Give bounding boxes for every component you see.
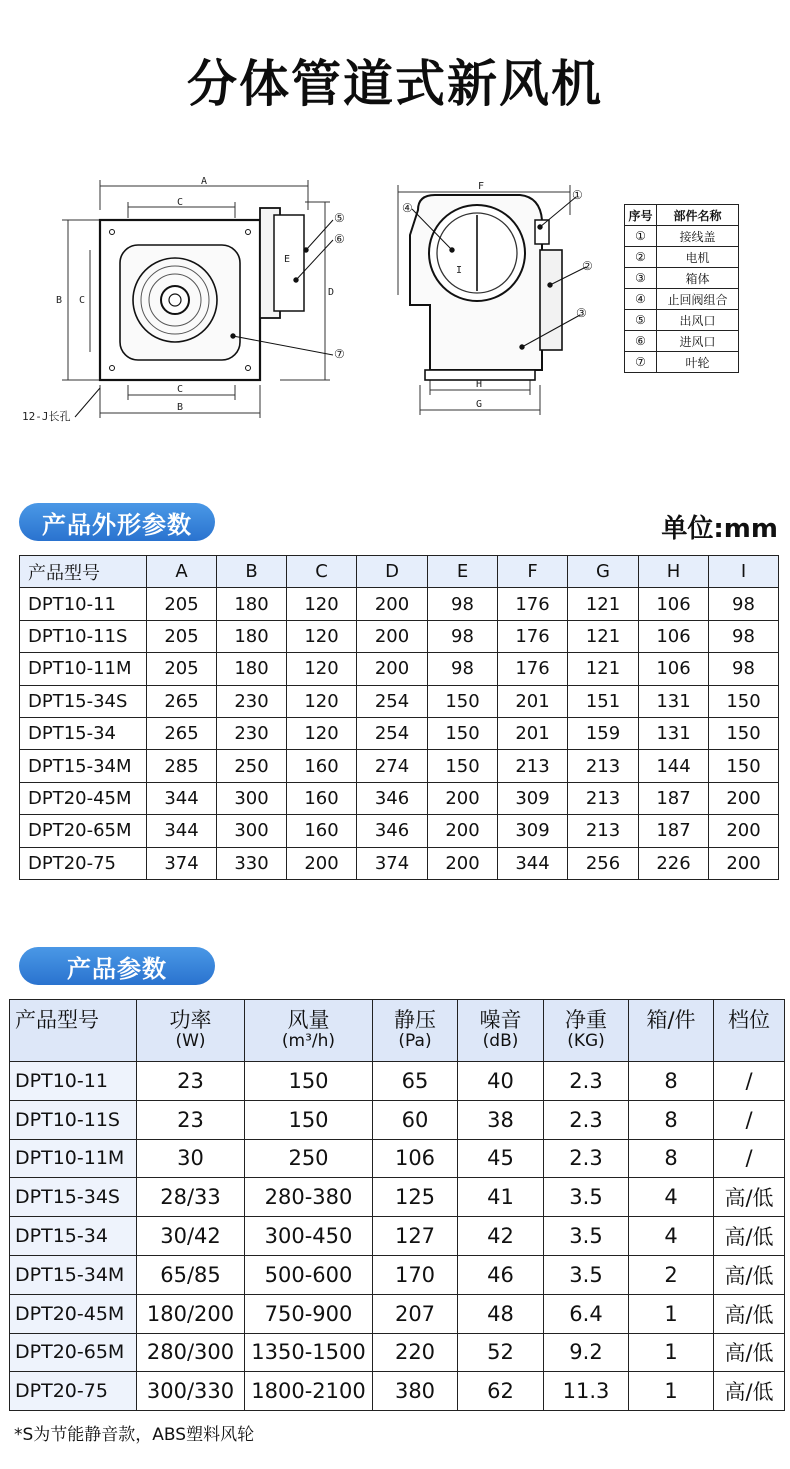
dim-label-h: H bbox=[476, 379, 483, 390]
dim-cell: 213 bbox=[568, 815, 639, 847]
dim-cell: 330 bbox=[217, 847, 287, 879]
spec-cell: 380 bbox=[373, 1372, 458, 1411]
dim-cell: 98 bbox=[709, 588, 779, 620]
spec-cell: 3.5 bbox=[544, 1255, 629, 1294]
spec-cell: 65/85 bbox=[137, 1255, 245, 1294]
hole-note: 12-J长孔 bbox=[22, 410, 71, 423]
dim-label-c-left: C bbox=[79, 295, 86, 306]
dim-cell: 120 bbox=[287, 620, 357, 652]
dim-cell: 121 bbox=[568, 588, 639, 620]
dim-label-a: A bbox=[201, 176, 208, 187]
dim-cell: 309 bbox=[498, 815, 568, 847]
model-cell: DPT15-34 bbox=[10, 1217, 137, 1256]
dim-cell: 120 bbox=[287, 588, 357, 620]
model-cell: DPT20-75 bbox=[10, 1372, 137, 1411]
spec-header-unit: (KG) bbox=[567, 1031, 605, 1052]
parts-name: 止回阀组合 bbox=[657, 289, 739, 310]
parts-row bbox=[625, 289, 739, 310]
spec-header-label: 产品型号 bbox=[15, 1008, 99, 1032]
parts-row bbox=[625, 331, 739, 352]
spec-header-unit: (m³/h) bbox=[281, 1031, 336, 1052]
dim-cell: 98 bbox=[428, 620, 498, 652]
dim-cell: 159 bbox=[568, 717, 639, 749]
spec-header-label: 净重 bbox=[565, 1008, 607, 1032]
dim-cell: 201 bbox=[498, 685, 568, 717]
parts-no: ② bbox=[625, 247, 657, 268]
dim-cell: 150 bbox=[709, 685, 779, 717]
dim-cell: 201 bbox=[498, 717, 568, 749]
spec-cell: 1 bbox=[629, 1372, 714, 1411]
spec-cell: 46 bbox=[458, 1255, 544, 1294]
table-row bbox=[10, 1178, 785, 1217]
dim-header-g: G bbox=[568, 556, 639, 588]
callout-2: ② bbox=[582, 259, 593, 273]
table-row bbox=[20, 620, 779, 652]
spec-header-label: 档位 bbox=[728, 1008, 770, 1032]
spec-header bbox=[245, 1000, 373, 1062]
dim-cell: 150 bbox=[428, 685, 498, 717]
callout-3: ③ bbox=[576, 306, 587, 320]
parts-row bbox=[625, 352, 739, 373]
spec-cell: 8 bbox=[629, 1062, 714, 1101]
dim-cell: 274 bbox=[357, 750, 428, 782]
parts-name: 电机 bbox=[657, 247, 739, 268]
spec-cell: 4 bbox=[629, 1217, 714, 1256]
dim-cell: 265 bbox=[147, 685, 217, 717]
spec-cell: 750-900 bbox=[245, 1294, 373, 1333]
parts-no: ⑤ bbox=[625, 310, 657, 331]
parts-name: 叶轮 bbox=[657, 352, 739, 373]
dim-cell: 160 bbox=[287, 815, 357, 847]
model-cell: DPT20-45M bbox=[10, 1294, 137, 1333]
spec-cell: 300-450 bbox=[245, 1217, 373, 1256]
spec-cell: / bbox=[714, 1139, 785, 1178]
spec-cell: 11.3 bbox=[544, 1372, 629, 1411]
dim-cell: 300 bbox=[217, 815, 287, 847]
dim-cell: 254 bbox=[357, 685, 428, 717]
spec-cell: 9.2 bbox=[544, 1333, 629, 1372]
spec-cell: 150 bbox=[245, 1100, 373, 1139]
dim-cell: 344 bbox=[147, 815, 217, 847]
dim-cell: 200 bbox=[428, 782, 498, 814]
dim-header-e: E bbox=[428, 556, 498, 588]
dim-header-model: 产品型号 bbox=[20, 556, 147, 588]
model-cell: DPT10-11S bbox=[10, 1100, 137, 1139]
dim-cell: 187 bbox=[639, 815, 709, 847]
dim-cell: 226 bbox=[639, 847, 709, 879]
spec-cell: 62 bbox=[458, 1372, 544, 1411]
spec-header-unit: (W) bbox=[175, 1031, 206, 1052]
callout-6: ⑥ bbox=[334, 232, 345, 246]
spec-cell: 高/低 bbox=[714, 1217, 785, 1256]
dim-cell: 374 bbox=[147, 847, 217, 879]
spec-cell: 30/42 bbox=[137, 1217, 245, 1256]
dim-cell: 344 bbox=[147, 782, 217, 814]
dim-cell: 285 bbox=[147, 750, 217, 782]
parts-no: ④ bbox=[625, 289, 657, 310]
spec-cell: 280/300 bbox=[137, 1333, 245, 1372]
model-cell: DPT10-11M bbox=[20, 653, 147, 685]
model-cell: DPT15-34M bbox=[20, 750, 147, 782]
spec-cell: 52 bbox=[458, 1333, 544, 1372]
parts-table bbox=[624, 204, 739, 373]
dim-label-b-left: B bbox=[56, 295, 63, 306]
spec-cell: 3.5 bbox=[544, 1178, 629, 1217]
dim-cell: 121 bbox=[568, 620, 639, 652]
spec-cell: 45 bbox=[458, 1139, 544, 1178]
dim-label-g: G bbox=[476, 399, 483, 410]
dim-cell: 309 bbox=[498, 782, 568, 814]
spec-table bbox=[9, 999, 785, 1411]
dim-cell: 131 bbox=[639, 717, 709, 749]
spec-header bbox=[373, 1000, 458, 1062]
dim-cell: 120 bbox=[287, 653, 357, 685]
spec-cell: 3.5 bbox=[544, 1217, 629, 1256]
spec-header bbox=[544, 1000, 629, 1062]
table-row bbox=[20, 847, 779, 879]
table-row bbox=[20, 685, 779, 717]
model-cell: DPT20-65M bbox=[20, 815, 147, 847]
table-row bbox=[10, 1372, 785, 1411]
parts-row bbox=[625, 247, 739, 268]
parts-row bbox=[625, 226, 739, 247]
model-cell: DPT20-75 bbox=[20, 847, 147, 879]
spec-cell: 23 bbox=[137, 1100, 245, 1139]
parts-no: ③ bbox=[625, 268, 657, 289]
unit-label: 单位:mm bbox=[661, 514, 778, 544]
model-cell: DPT15-34M bbox=[10, 1255, 137, 1294]
spec-cell: 2.3 bbox=[544, 1139, 629, 1178]
spec-cell: 170 bbox=[373, 1255, 458, 1294]
dim-cell: 106 bbox=[639, 620, 709, 652]
parts-name: 接线盖 bbox=[657, 226, 739, 247]
dim-cell: 230 bbox=[217, 685, 287, 717]
section-dimensions-title: 产品外形参数 bbox=[19, 503, 215, 541]
spec-cell: 1 bbox=[629, 1333, 714, 1372]
dim-header-h: H bbox=[639, 556, 709, 588]
dim-header-i: I bbox=[709, 556, 779, 588]
dim-cell: 256 bbox=[568, 847, 639, 879]
dim-header-b: B bbox=[217, 556, 287, 588]
dim-cell: 98 bbox=[709, 620, 779, 652]
spec-cell: 1 bbox=[629, 1294, 714, 1333]
spec-cell: 40 bbox=[458, 1062, 544, 1101]
table-row bbox=[10, 1255, 785, 1294]
dim-cell: 200 bbox=[428, 815, 498, 847]
dim-cell: 151 bbox=[568, 685, 639, 717]
spec-cell: 4 bbox=[629, 1178, 714, 1217]
page-title: 分体管道式新风机 bbox=[187, 55, 603, 113]
spec-cell: 500-600 bbox=[245, 1255, 373, 1294]
table-row bbox=[10, 1294, 785, 1333]
table-row bbox=[20, 588, 779, 620]
dim-cell: 176 bbox=[498, 620, 568, 652]
dim-cell: 131 bbox=[639, 685, 709, 717]
spec-cell: 6.4 bbox=[544, 1294, 629, 1333]
dim-cell: 120 bbox=[287, 685, 357, 717]
dim-cell: 176 bbox=[498, 588, 568, 620]
dim-cell: 150 bbox=[709, 750, 779, 782]
model-cell: DPT10-11S bbox=[20, 620, 147, 652]
spec-cell: / bbox=[714, 1062, 785, 1101]
dim-cell: 176 bbox=[498, 653, 568, 685]
spec-header bbox=[714, 1000, 785, 1062]
table-row bbox=[10, 1217, 785, 1256]
dim-cell: 205 bbox=[147, 620, 217, 652]
dim-label-e: E bbox=[284, 254, 291, 265]
dim-cell: 121 bbox=[568, 653, 639, 685]
spec-header-label: 噪音 bbox=[479, 1008, 522, 1032]
dim-header-d: D bbox=[357, 556, 428, 588]
dim-cell: 346 bbox=[357, 815, 428, 847]
parts-name: 箱体 bbox=[657, 268, 739, 289]
side-view-drawing bbox=[390, 175, 600, 425]
section-specs-title: 产品参数 bbox=[19, 947, 215, 985]
spec-header-label: 静压 bbox=[394, 1008, 436, 1032]
dim-header-a: A bbox=[147, 556, 217, 588]
table-row bbox=[20, 653, 779, 685]
spec-header bbox=[137, 1000, 245, 1062]
dim-cell: 120 bbox=[287, 717, 357, 749]
spec-header bbox=[458, 1000, 544, 1062]
spec-cell: 180/200 bbox=[137, 1294, 245, 1333]
dim-label-c-bottom: C bbox=[177, 384, 184, 395]
dim-cell: 160 bbox=[287, 750, 357, 782]
dim-cell: 150 bbox=[428, 717, 498, 749]
spec-cell: 高/低 bbox=[714, 1372, 785, 1411]
dim-cell: 200 bbox=[709, 815, 779, 847]
spec-cell: 1800-2100 bbox=[245, 1372, 373, 1411]
table-row bbox=[10, 1100, 785, 1139]
model-cell: DPT15-34S bbox=[20, 685, 147, 717]
callout-7: ⑦ bbox=[334, 347, 345, 361]
model-cell: DPT20-65M bbox=[10, 1333, 137, 1372]
footnote: *S为节能静音款，ABS塑料风轮 bbox=[14, 1425, 255, 1445]
model-cell: DPT10-11M bbox=[10, 1139, 137, 1178]
dim-cell: 98 bbox=[709, 653, 779, 685]
table-row bbox=[20, 750, 779, 782]
dim-header-f: F bbox=[498, 556, 568, 588]
model-cell: DPT10-11 bbox=[10, 1062, 137, 1101]
spec-cell: 2 bbox=[629, 1255, 714, 1294]
spec-header-unit: (dB) bbox=[482, 1031, 519, 1052]
parts-no: ⑥ bbox=[625, 331, 657, 352]
dim-cell: 346 bbox=[357, 782, 428, 814]
spec-cell: 28/33 bbox=[137, 1178, 245, 1217]
spec-cell: 23 bbox=[137, 1062, 245, 1101]
dim-cell: 180 bbox=[217, 653, 287, 685]
dim-cell: 200 bbox=[709, 782, 779, 814]
dim-cell: 230 bbox=[217, 717, 287, 749]
spec-header bbox=[10, 1000, 137, 1062]
model-cell: DPT15-34S bbox=[10, 1178, 137, 1217]
dim-cell: 180 bbox=[217, 588, 287, 620]
spec-cell: 48 bbox=[458, 1294, 544, 1333]
table-row bbox=[10, 1139, 785, 1178]
spec-cell: 207 bbox=[373, 1294, 458, 1333]
spec-cell: 125 bbox=[373, 1178, 458, 1217]
spec-cell: 65 bbox=[373, 1062, 458, 1101]
dim-cell: 250 bbox=[217, 750, 287, 782]
parts-no: ⑦ bbox=[625, 352, 657, 373]
front-view-drawing bbox=[20, 170, 370, 435]
dim-cell: 106 bbox=[639, 653, 709, 685]
spec-cell: / bbox=[714, 1100, 785, 1139]
dim-cell: 213 bbox=[498, 750, 568, 782]
dim-cell: 254 bbox=[357, 717, 428, 749]
dim-label-d: D bbox=[328, 287, 335, 298]
dim-cell: 98 bbox=[428, 588, 498, 620]
dim-cell: 200 bbox=[709, 847, 779, 879]
table-row bbox=[10, 1062, 785, 1101]
spec-cell: 300/330 bbox=[137, 1372, 245, 1411]
callout-1: ① bbox=[572, 188, 583, 202]
spec-cell: 127 bbox=[373, 1217, 458, 1256]
dim-cell: 106 bbox=[639, 588, 709, 620]
dim-label-f: F bbox=[478, 181, 485, 192]
dim-cell: 205 bbox=[147, 588, 217, 620]
spec-cell: 220 bbox=[373, 1333, 458, 1372]
spec-cell: 2.3 bbox=[544, 1062, 629, 1101]
dimension-table bbox=[19, 555, 779, 880]
dim-cell: 98 bbox=[428, 653, 498, 685]
parts-no: ① bbox=[625, 226, 657, 247]
spec-header-label: 功率 bbox=[169, 1008, 212, 1032]
dim-cell: 205 bbox=[147, 653, 217, 685]
dim-cell: 344 bbox=[498, 847, 568, 879]
dim-cell: 200 bbox=[357, 588, 428, 620]
spec-cell: 高/低 bbox=[714, 1333, 785, 1372]
table-row bbox=[10, 1333, 785, 1372]
spec-cell: 250 bbox=[245, 1139, 373, 1178]
table-row bbox=[20, 717, 779, 749]
spec-cell: 高/低 bbox=[714, 1178, 785, 1217]
spec-cell: 150 bbox=[245, 1062, 373, 1101]
dim-label-c-top: C bbox=[177, 197, 184, 208]
spec-cell: 41 bbox=[458, 1178, 544, 1217]
spec-cell: 8 bbox=[629, 1139, 714, 1178]
parts-row bbox=[625, 268, 739, 289]
dim-cell: 213 bbox=[568, 782, 639, 814]
spec-header-unit: (Pa) bbox=[398, 1031, 432, 1052]
dim-cell: 187 bbox=[639, 782, 709, 814]
dim-cell: 265 bbox=[147, 717, 217, 749]
spec-header-label: 风量 bbox=[287, 1008, 330, 1032]
spec-cell: 60 bbox=[373, 1100, 458, 1139]
dim-cell: 200 bbox=[357, 620, 428, 652]
dim-cell: 150 bbox=[709, 717, 779, 749]
spec-cell: 106 bbox=[373, 1139, 458, 1178]
dim-cell: 144 bbox=[639, 750, 709, 782]
parts-header-name: 部件名称 bbox=[657, 205, 739, 226]
parts-name: 出风口 bbox=[657, 310, 739, 331]
spec-cell: 高/低 bbox=[714, 1255, 785, 1294]
spec-header-label: 箱/件 bbox=[646, 1008, 696, 1032]
dim-cell: 160 bbox=[287, 782, 357, 814]
dim-label-i: I bbox=[456, 265, 463, 276]
table-row bbox=[20, 815, 779, 847]
spec-cell: 1350-1500 bbox=[245, 1333, 373, 1372]
spec-cell: 280-380 bbox=[245, 1178, 373, 1217]
spec-header bbox=[629, 1000, 714, 1062]
parts-row bbox=[625, 310, 739, 331]
callout-4: ④ bbox=[402, 201, 413, 215]
model-cell: DPT20-45M bbox=[20, 782, 147, 814]
dim-label-b-bottom: B bbox=[177, 402, 184, 413]
parts-header-no: 序号 bbox=[625, 205, 657, 226]
dim-cell: 300 bbox=[217, 782, 287, 814]
dim-cell: 180 bbox=[217, 620, 287, 652]
table-row bbox=[20, 782, 779, 814]
dim-cell: 150 bbox=[428, 750, 498, 782]
dim-cell: 200 bbox=[287, 847, 357, 879]
spec-cell: 42 bbox=[458, 1217, 544, 1256]
dim-cell: 213 bbox=[568, 750, 639, 782]
dim-cell: 200 bbox=[357, 653, 428, 685]
dim-cell: 374 bbox=[357, 847, 428, 879]
dim-header-c: C bbox=[287, 556, 357, 588]
spec-cell: 高/低 bbox=[714, 1294, 785, 1333]
model-cell: DPT15-34 bbox=[20, 717, 147, 749]
dim-cell: 200 bbox=[428, 847, 498, 879]
spec-cell: 30 bbox=[137, 1139, 245, 1178]
parts-name: 进风口 bbox=[657, 331, 739, 352]
callout-5: ⑤ bbox=[334, 211, 345, 225]
spec-cell: 2.3 bbox=[544, 1100, 629, 1139]
spec-cell: 8 bbox=[629, 1100, 714, 1139]
model-cell: DPT10-11 bbox=[20, 588, 147, 620]
spec-cell: 38 bbox=[458, 1100, 544, 1139]
